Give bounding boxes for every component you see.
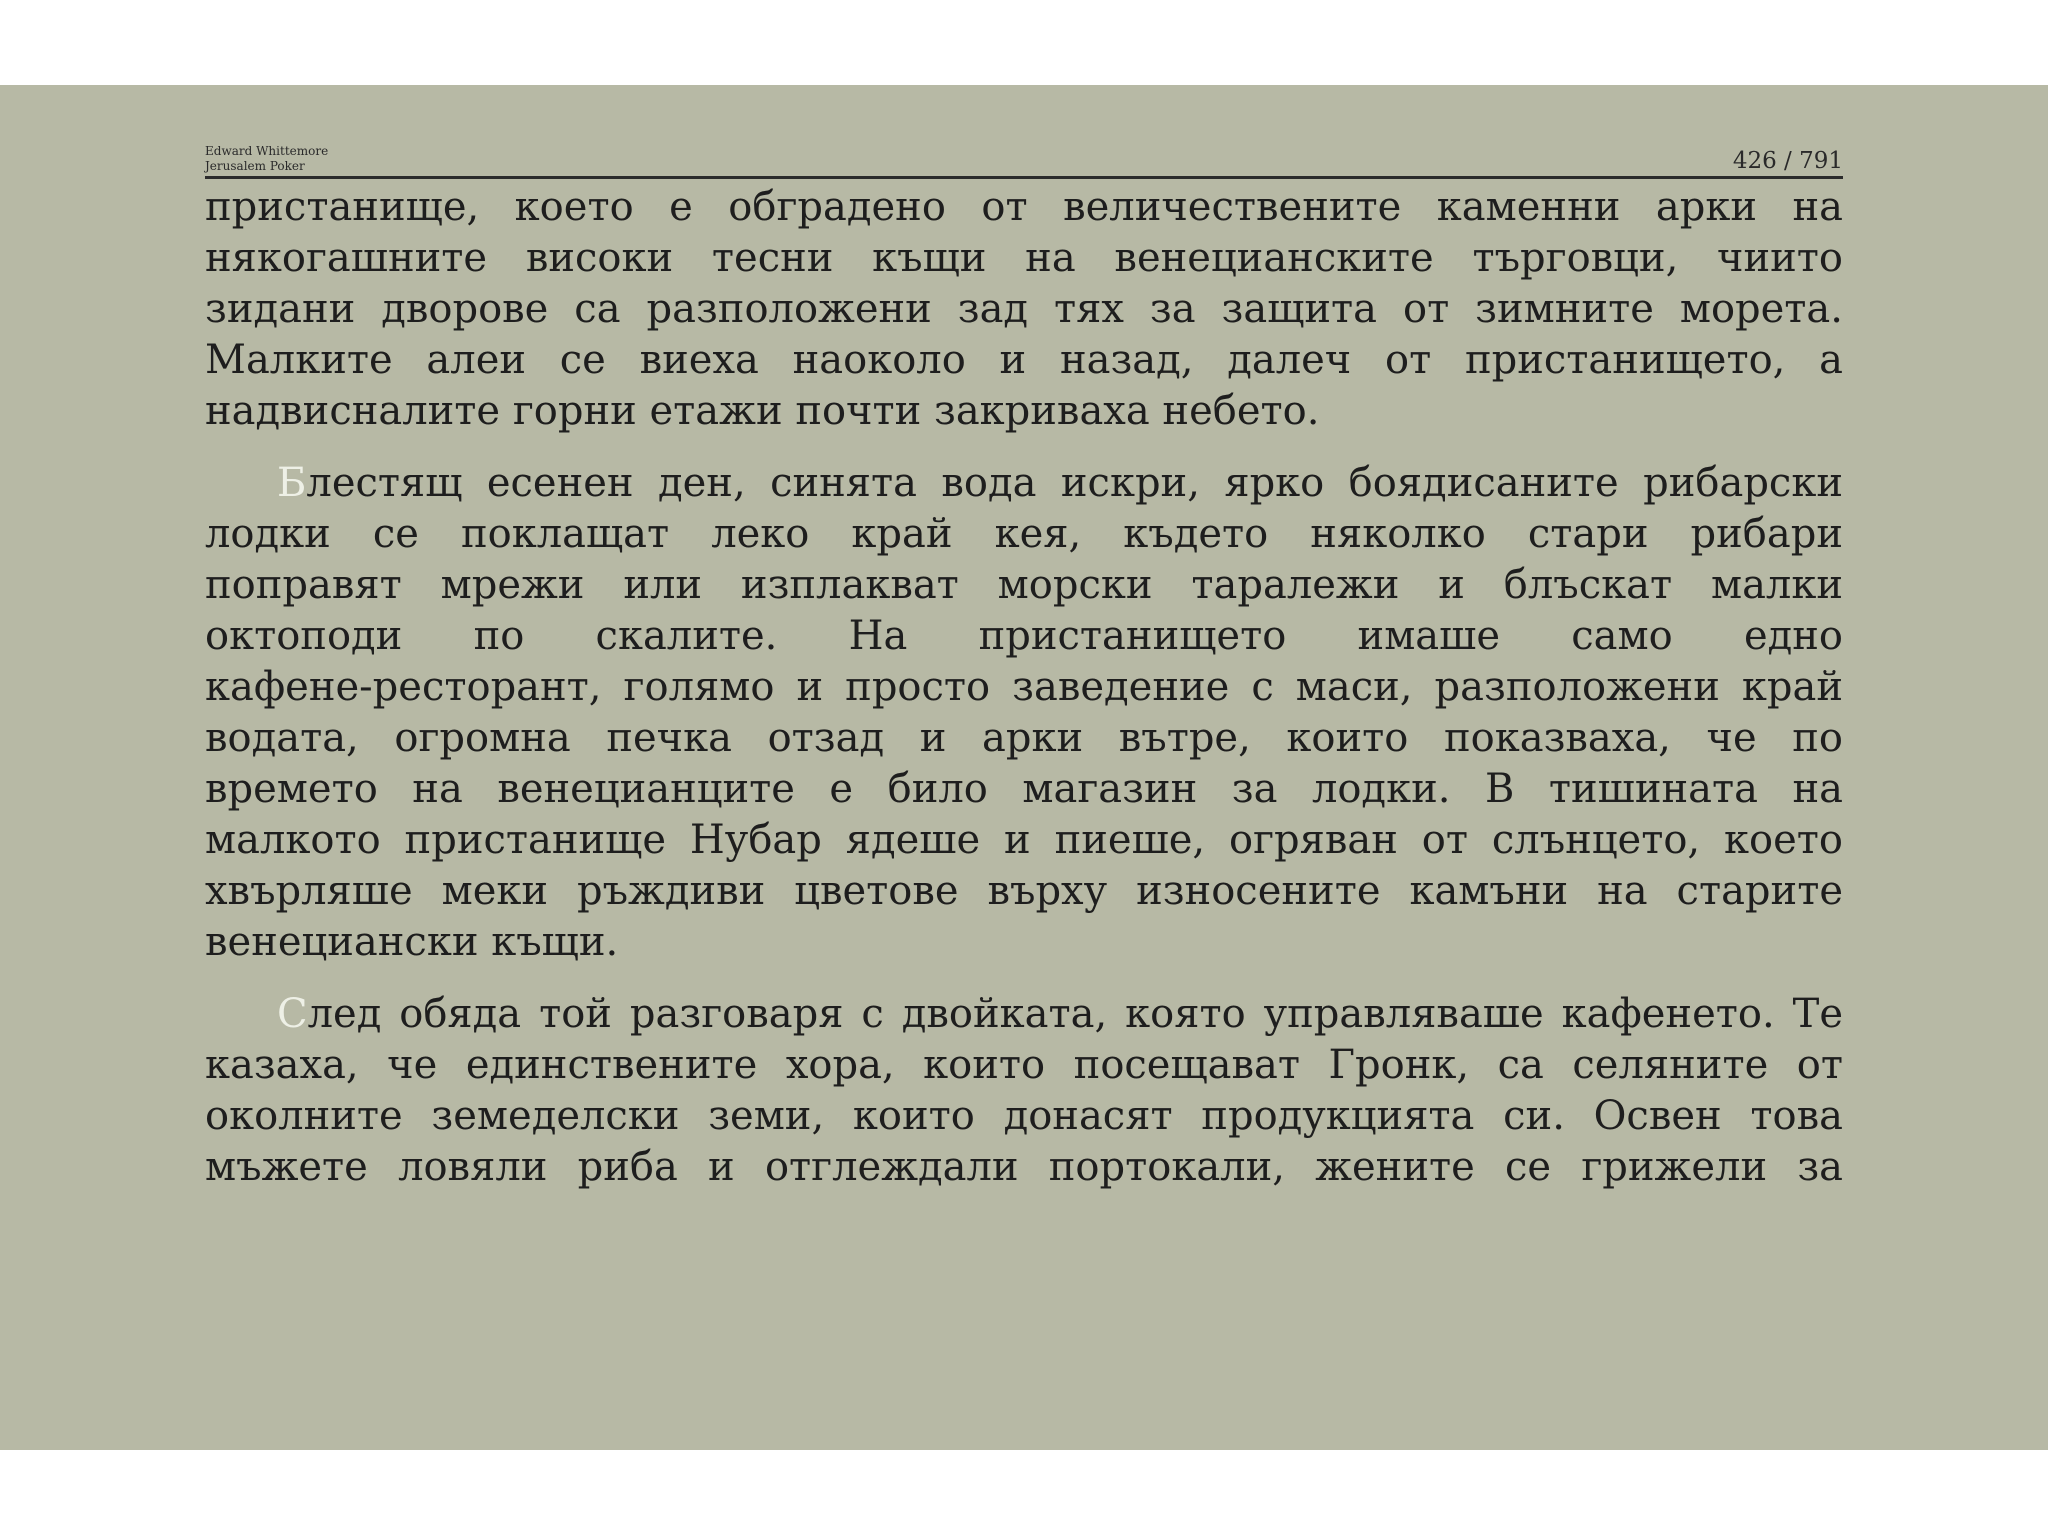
text-line: Малките алеи се виеха наоколо и назад, далеч от пристанището, а (205, 337, 1843, 383)
text-line: казаха, че единствените хора, които посещават Гронк, са селяните от (205, 1042, 1843, 1088)
drop-cap: С (277, 991, 308, 1037)
text-line: кафене-ресторант, голямо и просто заведение с маси, разположени край (205, 664, 1843, 710)
body-text (205, 182, 1843, 1193)
text-line: времето на венецианците е било магазин за лодки. В тишината на (205, 766, 1843, 812)
running-header (205, 138, 1843, 179)
paragraph-2 (205, 458, 1843, 968)
text-line: лодки се поклащат леко край кея, където няколко стари рибари (205, 511, 1843, 557)
text-line: октоподи по скалите. На пристанището имаше само едно (205, 613, 1843, 659)
text-line: водата, огромна печка отзад и арки вътре, които показваха, че по (205, 715, 1843, 761)
text-line: венециански къщи. (205, 919, 619, 965)
text-line: някогашните високи тесни къщи на венецианските търговци, чиито (205, 235, 1843, 281)
text-line-content: лестящ есенен ден, синята вода искри, ярко боядисаните рибарски (306, 460, 1843, 506)
drop-cap: Б (277, 460, 307, 506)
paragraph-3 (205, 989, 1843, 1193)
page-number: 426 / 791 (1732, 148, 1843, 174)
text-line: надвисналите горни етажи почти закриваха небето. (205, 388, 1320, 434)
text-line: малкото пристанище Нубар ядеше и пиеше, огряван от слънцето, което (205, 817, 1843, 863)
paragraph-1 (205, 182, 1843, 437)
text-line: поправят мрежи или изплакват морски таралежи и блъскат малки (205, 562, 1843, 608)
text-line: пристанище, което е обградено от величествените каменни арки на (205, 184, 1843, 230)
author-name: Edward Whittemore (205, 144, 329, 158)
text-line: околните земеделски земи, които донасят продукцията си. Освен това (205, 1093, 1843, 1139)
text-line: хвърляше меки ръждиви цветове върху износените камъни на старите (205, 868, 1843, 914)
text-line (205, 458, 1843, 509)
text-line: мъжете ловяли риба и отглеждали портокали, жените се грижели за (205, 1144, 1843, 1190)
text-line-content: лед обяда той разговаря с двойката, която управляваше кафенето. Те (307, 991, 1843, 1037)
text-line: зидани дворове са разположени зад тях за защита от зимните морета. (205, 286, 1843, 332)
book-title: Jerusalem Poker (205, 159, 305, 173)
text-line (205, 989, 1843, 1040)
